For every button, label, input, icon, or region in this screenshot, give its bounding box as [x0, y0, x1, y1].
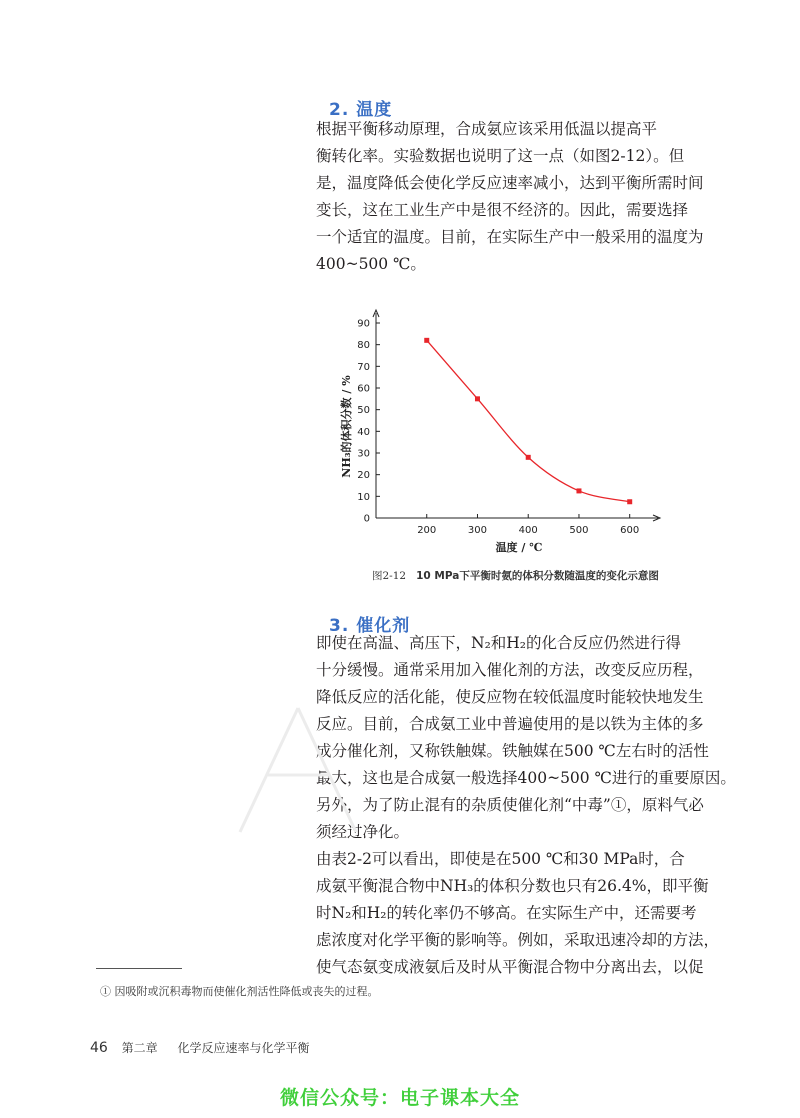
- footnote: ① 因吸附或沉积毒物而使催化剂活性降低或丧失的过程。: [100, 985, 379, 998]
- y-axis-label: NH₃的体积分数 / %: [340, 375, 353, 478]
- y-tick-label: 40: [357, 426, 370, 438]
- x-tick-label: 600: [620, 525, 640, 536]
- text-line: 降低反应的活化能，使反应物在较低温度时能较快地发生: [316, 688, 704, 706]
- text-line: 变长，这在工业生产中是很不经济的。因此，需要选择: [316, 201, 689, 219]
- y-tick-label: 20: [357, 470, 370, 482]
- caption-label: 图2-12: [372, 570, 407, 582]
- text-line: 衡转化率。实验数据也说明了这一点（如图2-12）。但: [316, 147, 685, 165]
- page-footer: [90, 1039, 310, 1056]
- ammonia-temperature-chart: [340, 305, 670, 555]
- x-tick-label: 200: [417, 525, 437, 536]
- text-line: 须经过净化。: [316, 823, 410, 841]
- paragraph-table-reference: [316, 846, 720, 981]
- paragraph-temperature: [316, 116, 704, 278]
- y-tick-label: 30: [357, 448, 370, 460]
- x-tick-label: 300: [467, 525, 488, 536]
- text-line: 成氨平衡混合物中NH₃的体积分数也只有26.4%，即平衡: [316, 877, 709, 895]
- data-point: [424, 338, 429, 343]
- section-heading-catalyst: 3. 催化剂: [329, 616, 411, 636]
- figure-caption: [372, 568, 659, 583]
- y-tick-label: 0: [363, 513, 370, 525]
- series-line: [427, 340, 630, 501]
- text-line: 根据平衡移动原理，合成氨应该采用低温以提高平: [316, 120, 658, 138]
- text-line: 最大，这也是合成氨一般选择400~500 ℃进行的重要原因。: [316, 769, 736, 787]
- text-line: 十分缓慢。通常采用加入催化剂的方法，改变反应历程，: [316, 661, 704, 679]
- text-line: 使气态氨变成液氨后及时从平衡混合物中分离出去，以促: [316, 958, 704, 976]
- watermark-logo: [228, 700, 368, 840]
- text-line: 400~500 ℃。: [316, 255, 426, 273]
- y-tick-label: 70: [357, 361, 370, 373]
- footnote-divider: [96, 968, 182, 969]
- text-line: 时N₂和H₂的转化率仍不够高。在实际生产中，还需要考: [316, 904, 697, 922]
- x-axis-label: 温度 / ℃: [495, 541, 543, 554]
- wechat-banner: 微信公众号：电子课本大全: [279, 1087, 520, 1109]
- x-tick-label: 400: [518, 525, 538, 536]
- text-line: 反应。目前，合成氨工业中普遍使用的是以铁为主体的多: [316, 715, 704, 733]
- data-point: [475, 396, 480, 401]
- data-point: [526, 455, 531, 460]
- y-tick-label: 10: [357, 491, 370, 503]
- text-line: 虑浓度对化学平衡的影响等。例如，采取迅速冷却的方法，: [316, 931, 720, 949]
- x-tick-label: 500: [569, 525, 589, 536]
- data-point: [627, 499, 632, 504]
- y-tick-label: 50: [357, 405, 370, 417]
- paragraph-catalyst: [316, 630, 736, 846]
- caption-text: 10 MPa下平衡时氨的体积分数随温度的变化示意图: [416, 570, 659, 582]
- text-line: 另外，为了防止混有的杂质使催化剂“中毒”①，原料气必: [316, 796, 704, 814]
- section-heading-temperature: 2. 温度: [329, 100, 393, 120]
- chapter-label: 第二章: [121, 1041, 158, 1055]
- text-line: 即使在高温、高压下，N₂和H₂的化合反应仍然进行得: [316, 634, 682, 652]
- y-tick-label: 80: [357, 340, 370, 352]
- page-number: 46: [90, 1040, 108, 1056]
- y-tick-label: 90: [357, 318, 370, 330]
- text-line: 成分催化剂，又称铁触媒。铁触媒在500 ℃左右时的活性: [316, 742, 709, 760]
- text-line: 是，温度降低会使化学反应速率减小，达到平衡所需时间: [316, 174, 704, 192]
- text-line: 由表2-2可以看出，即使是在500 ℃和30 MPa时，合: [316, 850, 685, 868]
- chapter-title: 化学反应速率与化学平衡: [177, 1041, 310, 1055]
- text-line: 一个适宜的温度。目前，在实际生产中一般采用的温度为: [316, 228, 704, 246]
- data-point: [576, 488, 581, 493]
- y-tick-label: 60: [357, 383, 370, 395]
